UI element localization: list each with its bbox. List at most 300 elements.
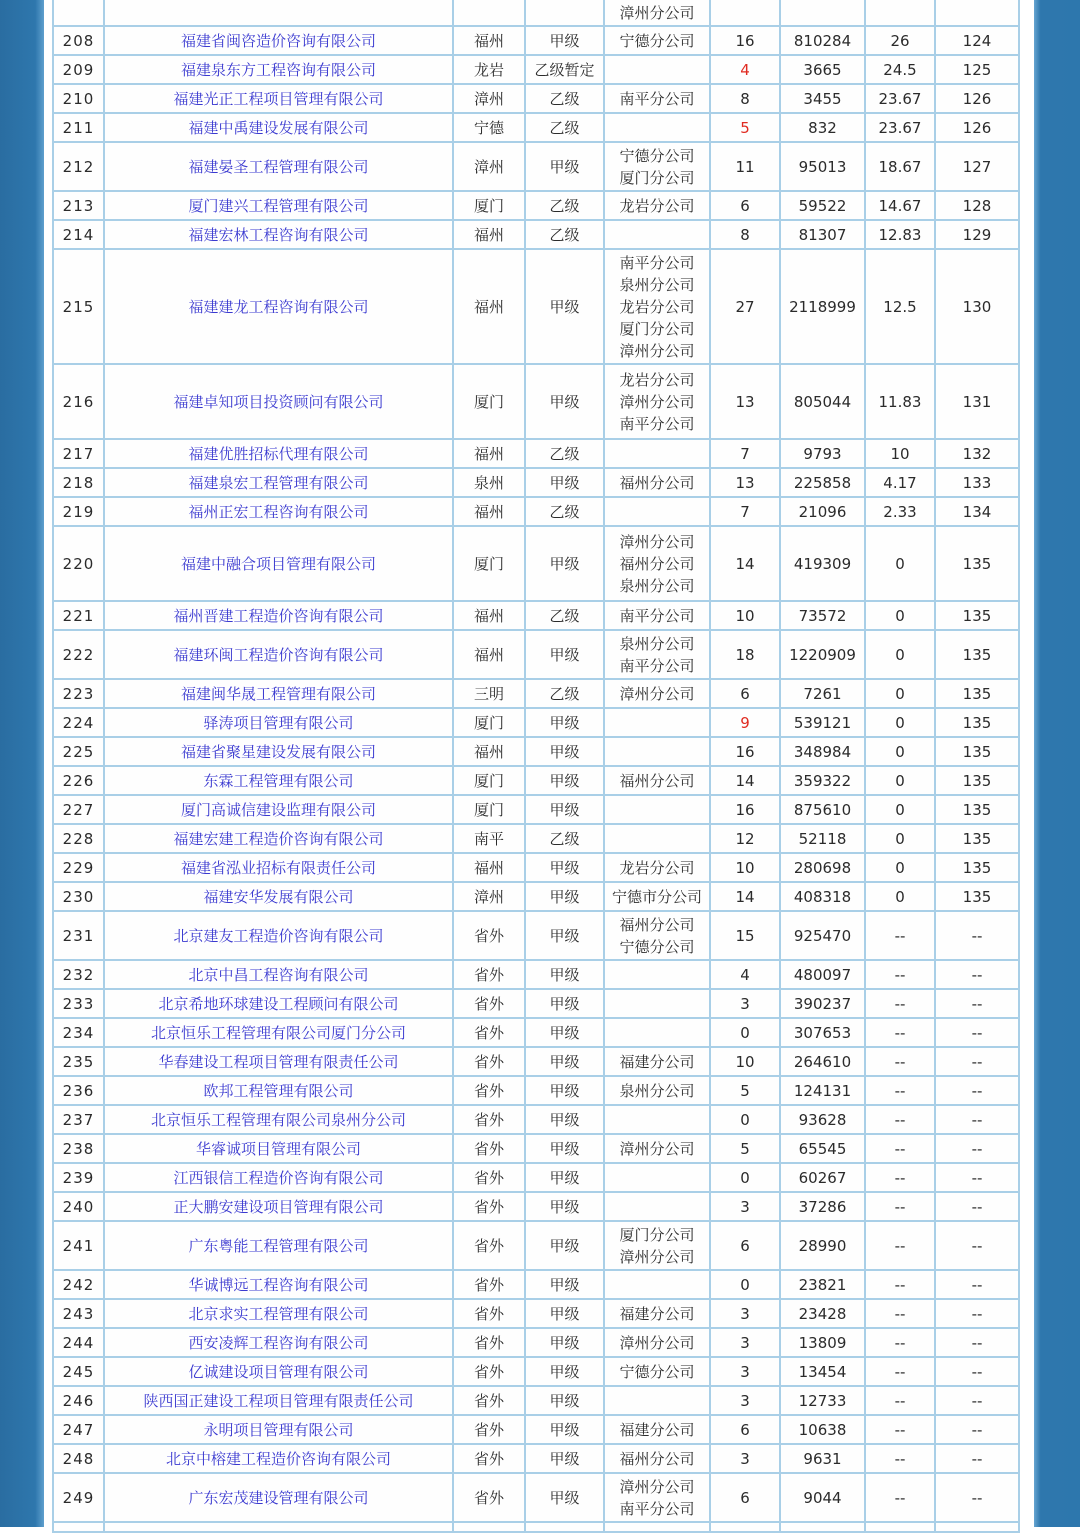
count-cell xyxy=(710,142,780,191)
rank-cell: 247 xyxy=(53,1415,104,1444)
rank-cell: 217 xyxy=(53,439,104,468)
count-cell xyxy=(710,364,780,439)
overall-rank-cell: 135 xyxy=(935,708,1019,737)
count-value: 13 xyxy=(735,392,755,411)
score-cell: 0 xyxy=(865,526,935,601)
table-row xyxy=(53,1328,1019,1357)
count-value: 16 xyxy=(735,800,755,819)
rank-cell: 231 xyxy=(53,911,104,960)
score-cell: 4.17 xyxy=(865,468,935,497)
count-value: 13 xyxy=(735,473,755,492)
count-value: 18 xyxy=(735,645,755,664)
branch-offices-cell xyxy=(604,853,710,882)
rank-cell: 215 xyxy=(53,249,104,364)
company-link[interactable]: 厦门高诚信建设监理有限公司 xyxy=(180,801,376,819)
overall-rank-cell: 131 xyxy=(935,364,1019,439)
company-cell xyxy=(104,853,453,882)
count-value: 3 xyxy=(740,1449,750,1468)
branch-office-label: 宁德分公司 xyxy=(619,146,695,165)
count-cell xyxy=(710,766,780,795)
branch-office-label: 宁德市分公司 xyxy=(611,887,702,906)
ranking-table-body xyxy=(53,0,1019,1532)
grade-cell: 甲级 xyxy=(525,1076,604,1105)
company-cell xyxy=(104,795,453,824)
count-value: 0 xyxy=(740,1023,750,1042)
company-cell xyxy=(104,113,453,142)
table-row xyxy=(53,1105,1019,1134)
company-cell xyxy=(104,1105,453,1134)
rank-cell: 214 xyxy=(53,220,104,249)
company-link[interactable]: 福建闽华晟工程管理有限公司 xyxy=(180,685,376,703)
city-cell: 省外 xyxy=(453,960,525,989)
overall-rank-cell: 124 xyxy=(935,26,1019,55)
rank-cell: 243 xyxy=(53,1299,104,1328)
table-row xyxy=(53,911,1019,960)
branch-office-label: 宁德分公司 xyxy=(619,31,695,50)
rank-cell: 218 xyxy=(53,468,104,497)
city-cell: 厦门 xyxy=(453,191,525,220)
branch-office-label: 宁德分公司 xyxy=(619,937,695,956)
company-link[interactable]: 亿诚建设项目管理有限公司 xyxy=(188,1363,369,1381)
count-value: 3 xyxy=(740,1304,750,1323)
city-cell: 漳州 xyxy=(453,84,525,113)
score-cell: -- xyxy=(865,1386,935,1415)
company-link[interactable]: 福建省聚星建设发展有限公司 xyxy=(180,743,376,761)
count-cell xyxy=(710,708,780,737)
count-cell xyxy=(710,497,780,526)
branch-office-label: 南平分公司 xyxy=(619,414,695,433)
table-row xyxy=(53,1076,1019,1105)
company-link[interactable]: 华春建设工程项目管理有限责任公司 xyxy=(158,1053,399,1071)
table-row xyxy=(53,1473,1019,1522)
score-cell: -- xyxy=(865,1357,935,1386)
company-cell xyxy=(104,1076,453,1105)
grade-cell: 乙级 xyxy=(525,220,604,249)
branch-offices-cell xyxy=(604,526,710,601)
branch-offices-cell xyxy=(604,960,710,989)
branch-office-label: 泉州分公司 xyxy=(619,576,695,595)
overall-rank-cell: -- xyxy=(935,989,1019,1018)
city-cell xyxy=(453,1522,525,1532)
amount-cell: 10638 xyxy=(780,1415,865,1444)
branch-offices-cell xyxy=(604,1076,710,1105)
branch-office-label: 漳州分公司 xyxy=(619,3,695,22)
grade-cell: 甲级 xyxy=(525,1328,604,1357)
company-link[interactable]: 北京希地环球建设工程顾问有限公司 xyxy=(158,995,399,1013)
count-value: 0 xyxy=(740,1275,750,1294)
grade-cell: 甲级 xyxy=(525,1415,604,1444)
rank-cell: 238 xyxy=(53,1134,104,1163)
table-row xyxy=(53,1386,1019,1415)
company-cell xyxy=(104,989,453,1018)
company-link[interactable]: 福建卓知项目投资顾问有限公司 xyxy=(173,393,384,411)
city-cell: 省外 xyxy=(453,1299,525,1328)
count-value: 8 xyxy=(740,89,750,108)
overall-rank-cell: -- xyxy=(935,1299,1019,1328)
score-cell: 0 xyxy=(865,630,935,679)
company-link[interactable]: 驿涛项目管理有限公司 xyxy=(203,714,354,732)
branch-offices-cell xyxy=(604,1386,710,1415)
table-row xyxy=(53,497,1019,526)
branch-office-label: 福建分公司 xyxy=(619,1304,695,1323)
rank-cell xyxy=(53,0,104,26)
company-cell xyxy=(104,468,453,497)
left-page-margin-bar xyxy=(0,0,44,1527)
branch-offices-cell xyxy=(604,191,710,220)
branch-offices-cell xyxy=(604,679,710,708)
branch-offices-cell xyxy=(604,795,710,824)
count-cell xyxy=(710,0,780,26)
company-link[interactable]: 福建安华发展有限公司 xyxy=(203,888,354,906)
table-row xyxy=(53,960,1019,989)
score-cell: 24.5 xyxy=(865,55,935,84)
count-value: 7 xyxy=(740,444,750,463)
score-cell: -- xyxy=(865,1047,935,1076)
branch-office-label: 福建分公司 xyxy=(619,1052,695,1071)
count-cell xyxy=(710,989,780,1018)
grade-cell: 甲级 xyxy=(525,1299,604,1328)
branch-offices-cell xyxy=(604,737,710,766)
company-link[interactable]: 东霖工程管理有限公司 xyxy=(203,772,354,790)
score-cell: 0 xyxy=(865,601,935,630)
company-link[interactable]: 福建宏建工程造价咨询有限公司 xyxy=(173,830,384,848)
amount-cell: 419309 xyxy=(780,526,865,601)
table-row xyxy=(53,708,1019,737)
company-link[interactable]: 北京恒乐工程管理有限公司厦门分公司 xyxy=(150,1024,406,1042)
grade-cell: 甲级 xyxy=(525,911,604,960)
city-cell: 厦门 xyxy=(453,526,525,601)
company-link[interactable]: 福建宏林工程咨询有限公司 xyxy=(188,226,369,244)
branch-office-label: 福州分公司 xyxy=(619,473,695,492)
score-cell xyxy=(865,1522,935,1532)
company-link[interactable]: 福建省闽咨造价咨询有限公司 xyxy=(180,32,376,50)
branch-offices-cell xyxy=(604,1473,710,1522)
overall-rank-cell: -- xyxy=(935,1444,1019,1473)
overall-rank-cell: -- xyxy=(935,1047,1019,1076)
amount-cell: 95013 xyxy=(780,142,865,191)
grade-cell: 甲级 xyxy=(525,1473,604,1522)
company-link[interactable]: 北京中榕建工程造价咨询有限公司 xyxy=(165,1450,391,1468)
company-link[interactable]: 福建中融合项目管理有限公司 xyxy=(180,555,376,573)
city-cell: 福州 xyxy=(453,853,525,882)
rank-cell: 239 xyxy=(53,1163,104,1192)
city-cell: 福州 xyxy=(453,26,525,55)
company-link[interactable]: 广东宏茂建设管理有限公司 xyxy=(188,1489,369,1507)
rank-cell: 208 xyxy=(53,26,104,55)
score-cell: 23.67 xyxy=(865,113,935,142)
score-cell: 2.33 xyxy=(865,497,935,526)
branch-office-label: 龙岩分公司 xyxy=(619,858,695,877)
grade-cell: 乙级 xyxy=(525,84,604,113)
rank-cell: 241 xyxy=(53,1221,104,1270)
branch-offices-cell xyxy=(604,364,710,439)
count-cell xyxy=(710,439,780,468)
company-link[interactable]: 华诚博远工程咨询有限公司 xyxy=(188,1276,369,1294)
table-row xyxy=(53,191,1019,220)
branch-office-label: 福建分公司 xyxy=(619,1420,695,1439)
city-cell: 南平 xyxy=(453,824,525,853)
rank-cell: 245 xyxy=(53,1357,104,1386)
table-row xyxy=(53,795,1019,824)
score-cell xyxy=(865,0,935,26)
company-cell xyxy=(104,220,453,249)
amount-cell: 9044 xyxy=(780,1473,865,1522)
count-cell xyxy=(710,1444,780,1473)
count-cell xyxy=(710,601,780,630)
company-cell xyxy=(104,1270,453,1299)
company-cell xyxy=(104,1163,453,1192)
score-cell: -- xyxy=(865,1134,935,1163)
company-link[interactable]: 福建晏圣工程管理有限公司 xyxy=(188,158,369,176)
amount-cell: 832 xyxy=(780,113,865,142)
overall-rank-cell: -- xyxy=(935,1357,1019,1386)
table-row xyxy=(53,679,1019,708)
grade-cell: 乙级 xyxy=(525,113,604,142)
table-row xyxy=(53,526,1019,601)
grade-cell: 甲级 xyxy=(525,766,604,795)
count-value: 16 xyxy=(735,31,755,50)
score-cell: 0 xyxy=(865,882,935,911)
company-link[interactable]: 华睿诚项目管理有限公司 xyxy=(195,1140,361,1158)
count-cell xyxy=(710,191,780,220)
branch-office-label: 龙岩分公司 xyxy=(619,370,695,389)
branch-office-label: 漳州分公司 xyxy=(619,1333,695,1352)
company-link[interactable]: 福建中禹建设发展有限公司 xyxy=(188,119,369,137)
score-cell: -- xyxy=(865,1444,935,1473)
city-cell: 三明 xyxy=(453,679,525,708)
overall-rank-cell: 129 xyxy=(935,220,1019,249)
count-cell xyxy=(710,249,780,364)
city-cell: 省外 xyxy=(453,1134,525,1163)
city-cell: 省外 xyxy=(453,1386,525,1415)
count-value: 6 xyxy=(740,1236,750,1255)
branch-offices-cell xyxy=(604,1444,710,1473)
branch-offices-cell xyxy=(604,1163,710,1192)
count-cell xyxy=(710,1163,780,1192)
company-link[interactable]: 西安凌辉工程咨询有限公司 xyxy=(188,1334,369,1352)
company-link[interactable]: 北京建友工程造价咨询有限公司 xyxy=(173,927,384,945)
company-link[interactable]: 正大鹏安建设项目管理有限公司 xyxy=(173,1198,384,1216)
branch-office-label: 漳州分公司 xyxy=(619,1247,695,1266)
overall-rank-cell: 126 xyxy=(935,84,1019,113)
company-link[interactable]: 厦门建兴工程管理有限公司 xyxy=(188,197,369,215)
score-cell: 12.5 xyxy=(865,249,935,364)
branch-offices-cell xyxy=(604,989,710,1018)
company-cell xyxy=(104,1357,453,1386)
score-cell: -- xyxy=(865,1221,935,1270)
branch-offices-cell xyxy=(604,1415,710,1444)
company-cell xyxy=(104,364,453,439)
city-cell: 漳州 xyxy=(453,882,525,911)
branch-offices-cell xyxy=(604,1299,710,1328)
branch-offices-cell xyxy=(604,26,710,55)
company-cell xyxy=(104,1328,453,1357)
company-link[interactable]: 福州晋建工程造价咨询有限公司 xyxy=(173,607,384,625)
company-link[interactable]: 广东粤能工程管理有限公司 xyxy=(188,1237,369,1255)
grade-cell xyxy=(525,1522,604,1532)
company-link[interactable]: 福州正宏工程咨询有限公司 xyxy=(188,503,369,521)
city-cell: 泉州 xyxy=(453,468,525,497)
count-cell xyxy=(710,1192,780,1221)
count-value: 3 xyxy=(740,1391,750,1410)
table-row xyxy=(53,249,1019,364)
grade-cell: 甲级 xyxy=(525,708,604,737)
overall-rank-cell: -- xyxy=(935,1415,1019,1444)
branch-offices-cell xyxy=(604,0,710,26)
company-link[interactable]: 北京求实工程管理有限公司 xyxy=(188,1305,369,1323)
city-cell: 省外 xyxy=(453,989,525,1018)
count-value: 0 xyxy=(740,1110,750,1129)
overall-rank-cell: -- xyxy=(935,1076,1019,1105)
amount-cell: 810284 xyxy=(780,26,865,55)
branch-offices-cell xyxy=(604,439,710,468)
company-link[interactable]: 福建建龙工程咨询有限公司 xyxy=(188,298,369,316)
city-cell: 省外 xyxy=(453,1328,525,1357)
score-cell: -- xyxy=(865,1270,935,1299)
branch-offices-cell xyxy=(604,497,710,526)
company-cell xyxy=(104,960,453,989)
table-row xyxy=(53,1018,1019,1047)
score-cell: -- xyxy=(865,1415,935,1444)
amount-cell: 408318 xyxy=(780,882,865,911)
rank-cell: 249 xyxy=(53,1473,104,1522)
branch-offices-cell xyxy=(604,1192,710,1221)
score-cell: 11.83 xyxy=(865,364,935,439)
grade-cell: 甲级 xyxy=(525,26,604,55)
overall-rank-cell: -- xyxy=(935,1105,1019,1134)
grade-cell: 甲级 xyxy=(525,1386,604,1415)
company-link[interactable]: 福建泉东方工程咨询有限公司 xyxy=(180,61,376,79)
grade-cell: 乙级暂定 xyxy=(525,55,604,84)
count-value: 7 xyxy=(740,502,750,521)
branch-office-label: 漳州分公司 xyxy=(619,684,695,703)
city-cell: 福州 xyxy=(453,630,525,679)
amount-cell: 390237 xyxy=(780,989,865,1018)
city-cell xyxy=(453,0,525,26)
count-cell xyxy=(710,1221,780,1270)
company-link[interactable]: 永明项目管理有限公司 xyxy=(203,1421,354,1439)
company-link[interactable]: 福建泉宏工程管理有限公司 xyxy=(188,474,369,492)
rank-cell: 237 xyxy=(53,1105,104,1134)
count-cell xyxy=(710,1473,780,1522)
overall-rank-cell: 130 xyxy=(935,249,1019,364)
count-value: 10 xyxy=(735,606,755,625)
city-cell: 省外 xyxy=(453,1444,525,1473)
count-value: 5 xyxy=(740,1081,750,1100)
rank-cell: 227 xyxy=(53,795,104,824)
rank-cell: 222 xyxy=(53,630,104,679)
branch-offices-cell xyxy=(604,142,710,191)
company-cell xyxy=(104,1047,453,1076)
grade-cell: 甲级 xyxy=(525,960,604,989)
company-link[interactable]: 福建光正工程项目管理有限公司 xyxy=(173,90,384,108)
overall-rank-cell: -- xyxy=(935,1163,1019,1192)
amount-cell: 875610 xyxy=(780,795,865,824)
company-cell xyxy=(104,766,453,795)
company-ranking-table xyxy=(52,0,1018,1533)
count-cell xyxy=(710,1047,780,1076)
company-link[interactable]: 北京中昌工程咨询有限公司 xyxy=(188,966,369,984)
grade-cell: 甲级 xyxy=(525,989,604,1018)
company-link[interactable]: 江西银信工程造价咨询有限公司 xyxy=(173,1169,384,1187)
amount-cell: 60267 xyxy=(780,1163,865,1192)
company-link[interactable]: 北京恒乐工程管理有限公司泉州分公司 xyxy=(150,1111,406,1129)
rank-cell: 225 xyxy=(53,737,104,766)
branch-offices-cell xyxy=(604,1357,710,1386)
table-row xyxy=(53,989,1019,1018)
score-cell: -- xyxy=(865,1299,935,1328)
rank-cell: 233 xyxy=(53,989,104,1018)
amount-cell: 13454 xyxy=(780,1357,865,1386)
company-link[interactable]: 福建优胜招标代理有限公司 xyxy=(188,445,369,463)
branch-office-label: 厦门分公司 xyxy=(619,1225,695,1244)
company-cell xyxy=(104,191,453,220)
city-cell: 福州 xyxy=(453,439,525,468)
company-cell xyxy=(104,737,453,766)
table-row xyxy=(53,1192,1019,1221)
count-value-alert: 5 xyxy=(740,118,750,137)
city-cell: 省外 xyxy=(453,1473,525,1522)
ranking-table xyxy=(52,0,1020,1533)
branch-offices-cell xyxy=(604,113,710,142)
overall-rank-cell: 132 xyxy=(935,439,1019,468)
company-link[interactable]: 欧邦工程管理有限公司 xyxy=(203,1082,354,1100)
company-link[interactable]: 福建省泓业招标有限责任公司 xyxy=(180,859,376,877)
rank-cell: 213 xyxy=(53,191,104,220)
branch-offices-cell xyxy=(604,1221,710,1270)
table-row xyxy=(53,1134,1019,1163)
company-link[interactable]: 福建环闽工程造价咨询有限公司 xyxy=(173,646,384,664)
count-cell xyxy=(710,853,780,882)
branch-offices-cell xyxy=(604,1105,710,1134)
city-cell: 省外 xyxy=(453,1163,525,1192)
table-row xyxy=(53,766,1019,795)
score-cell: -- xyxy=(865,960,935,989)
amount-cell: 1220909 xyxy=(780,630,865,679)
count-cell xyxy=(710,220,780,249)
table-row xyxy=(53,1415,1019,1444)
overall-rank-cell: -- xyxy=(935,1192,1019,1221)
rank-cell: 219 xyxy=(53,497,104,526)
city-cell: 龙岩 xyxy=(453,55,525,84)
score-cell: 0 xyxy=(865,708,935,737)
branch-offices-cell xyxy=(604,708,710,737)
score-cell: 10 xyxy=(865,439,935,468)
grade-cell: 甲级 xyxy=(525,737,604,766)
grade-cell: 甲级 xyxy=(525,1163,604,1192)
grade-cell xyxy=(525,0,604,26)
table-row xyxy=(53,630,1019,679)
branch-office-label: 福州分公司 xyxy=(619,915,695,934)
score-cell: -- xyxy=(865,1163,935,1192)
count-cell xyxy=(710,1299,780,1328)
count-value: 3 xyxy=(740,994,750,1013)
amount-cell: 28990 xyxy=(780,1221,865,1270)
count-cell xyxy=(710,1076,780,1105)
company-link[interactable]: 陕西国正建设工程项目管理有限责任公司 xyxy=(143,1392,414,1410)
branch-office-label: 厦门分公司 xyxy=(619,319,695,338)
count-cell xyxy=(710,1386,780,1415)
amount-cell: 2118999 xyxy=(780,249,865,364)
overall-rank-cell: 134 xyxy=(935,497,1019,526)
table-row xyxy=(53,1357,1019,1386)
count-cell xyxy=(710,468,780,497)
city-cell: 福州 xyxy=(453,220,525,249)
count-value: 14 xyxy=(735,554,755,573)
overall-rank-cell: -- xyxy=(935,1270,1019,1299)
city-cell: 宁德 xyxy=(453,113,525,142)
rank-cell: 235 xyxy=(53,1047,104,1076)
